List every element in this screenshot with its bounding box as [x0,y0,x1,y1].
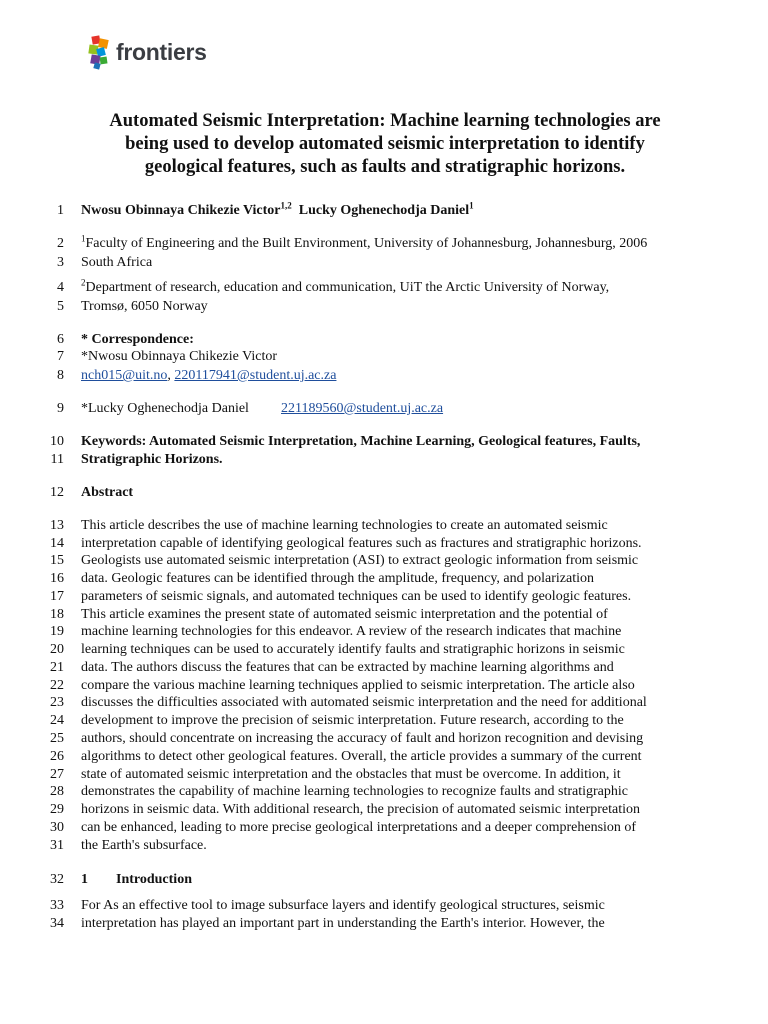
line-number: 31 [50,838,64,853]
affiliation-line: South Africa [81,255,153,270]
line-number: 34 [50,916,64,931]
affiliation-line [81,279,609,297]
line-number: 9 [57,401,64,416]
abstract-line: demonstrates the capability of machine learning technologies to recognize faults and stratigraphic [81,784,628,799]
line-number: 7 [57,349,64,364]
affiliation-sup: 1 [81,233,86,244]
line-number: 21 [50,660,64,675]
abstract-line: state of automated seismic interpretation and the obstacles that must be overcome. In addition, it [81,767,621,782]
line-number: 26 [50,749,64,764]
author-name: Nwosu Obinnaya Chikezie Victor [81,203,281,218]
email-separator: , [167,368,175,383]
line-number: 32 [50,872,64,887]
frontiers-logo-icon [86,34,114,70]
line-number: 11 [50,452,64,467]
affiliation-sup: 2 [81,277,86,288]
line-number: 1 [57,203,64,218]
abstract-line: Geologists use automated seismic interpretation (ASI) to extract geologic information from seismic [81,553,639,568]
title-line: being used to develop automated seismic interpretation to identify [125,134,645,154]
line-number: 10 [50,434,64,449]
line-number: 14 [50,536,64,551]
line-number: 24 [50,713,64,728]
line-number: 5 [57,299,64,314]
line-number: 20 [50,642,64,657]
abstract-line: authors, should concentrate on increasing the accuracy of fault and horizon recognition and devising [81,731,644,746]
line-number: 29 [50,802,64,817]
keywords-line: Keywords: Automated Seismic Interpretation, Machine Learning, Geological features, Faults, [81,434,641,449]
abstract-line: data. Geologic features can be identified through the amplitude, frequency, and polarization [81,571,595,586]
line-number: 12 [50,485,64,500]
abstract-line: development to improve the precision of seismic interpretation. Future research, according to the [81,713,624,728]
line-number: 25 [50,731,64,746]
line-number: 15 [50,553,64,568]
email-link[interactable]: 220117941@student.uj.ac.za [174,368,337,383]
abstract-line: can be enhanced, leading to more precise geological interpretations and a deeper comprehension of [81,820,637,835]
line-number: 22 [50,678,64,693]
email-link[interactable]: nch015@uit.no [81,368,168,383]
correspondence-name: *Lucky Oghenechodja Daniel [81,401,249,416]
intro-line: interpretation has played an important part in understanding the Earth's interior. However, the [81,916,605,931]
line-number: 13 [50,518,64,533]
affiliation-line [81,235,647,253]
line-number: 30 [50,820,64,835]
abstract-line: This article describes the use of machine learning technologies to create an automated seismic [81,518,608,533]
author-line [81,202,474,220]
line-number: 16 [50,571,64,586]
line-number: 28 [50,784,64,799]
abstract-line: parameters of seismic signals, and automated techniques can be used to identify geologic features. [81,589,632,604]
abstract-line: learning techniques can be used to accurately identify faults and stratigraphic horizons in seismic [81,642,625,657]
line-number: 4 [57,280,64,295]
line-number: 27 [50,767,64,782]
affiliation-text: Faculty of Engineering and the Built Environment, University of Johannesburg, Johannesburg, 2006 [85,236,648,251]
logo-wordmark: frontiers [116,38,207,65]
correspondence-emails [81,367,336,385]
line-number: 17 [50,589,64,604]
keywords-line: Stratigraphic Horizons. [81,452,223,467]
abstract-line: This article examines the present state of automated seismic interpretation and the potential of [81,607,608,622]
line-number: 19 [50,624,64,639]
abstract-line: interpretation capable of identifying geological features such as fractures and stratigraphic horizons. [81,536,642,551]
abstract-line: discusses the difficulties associated with automated seismic interpretation and the need for additional [81,695,647,710]
correspondence-heading: * Correspondence: [81,332,194,347]
line-number: 8 [57,368,64,383]
abstract-line: the Earth's subsurface. [81,838,207,853]
title-line: geological features, such as faults and stratigraphic horizons. [144,157,626,177]
author-affiliation-sup: 1,2 [280,200,292,211]
section-number: 1 [81,872,88,887]
affiliation-text: Department of research, education and communication, UiT the Arctic University of Norway, [85,280,610,295]
section-heading: Introduction [116,872,192,887]
author-affiliation-sup: 1 [469,200,474,211]
intro-line: For As an effective tool to image subsurface layers and identify geological structures, seismic [81,898,605,913]
line-number: 33 [50,898,64,913]
correspondence-emails [281,400,443,418]
line-number: 6 [57,332,64,347]
line-number: 23 [50,695,64,710]
email-link[interactable]: 221189560@student.uj.ac.za [281,401,444,416]
title-line: Automated Seismic Interpretation: Machine learning technologies are [109,111,661,131]
abstract-line: machine learning technologies for this endeavor. A review of the research indicates that machine [81,624,622,639]
line-number: 2 [57,236,64,251]
abstract-line: data. The authors discuss the features that can be extracted by machine learning algorithms and [81,660,614,675]
line-number: 3 [57,255,64,270]
abstract-heading: Abstract [81,485,134,500]
line-number: 18 [50,607,64,622]
abstract-line: compare the various machine learning techniques applied to seismic interpretation. The article also [81,678,635,693]
abstract-line: algorithms to detect other geological features. Overall, the article provides a summary of the current [81,749,642,764]
correspondence-name: *Nwosu Obinnaya Chikezie Victor [81,349,278,364]
paper-title [70,110,700,179]
affiliation-line: Tromsø, 6050 Norway [81,299,208,314]
author-name: Lucky Oghenechodja Daniel [298,203,470,218]
abstract-line: horizons in seismic data. With additional research, the precision of automated seismic interpretation [81,802,641,817]
frontiers-logo [86,32,207,72]
